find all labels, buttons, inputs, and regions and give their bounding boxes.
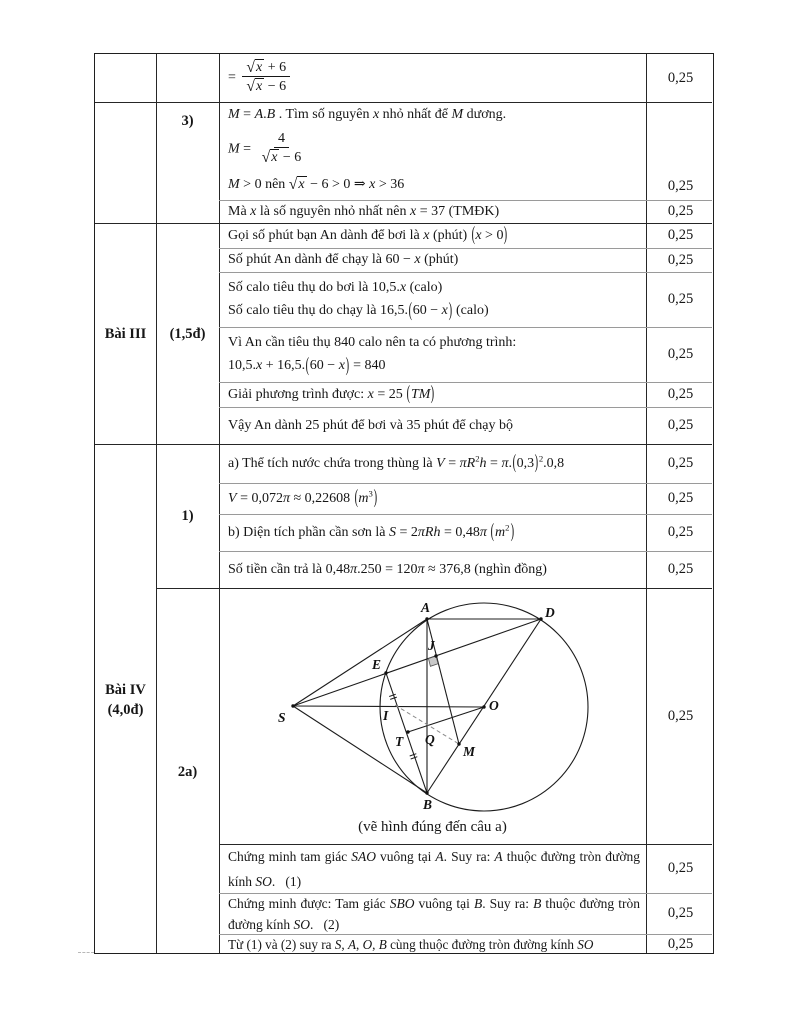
point-S xyxy=(291,704,294,707)
text-run: Chứng minh được: Tam giác xyxy=(228,895,390,911)
point-label-I: I xyxy=(383,708,389,723)
answer-cell xyxy=(219,934,646,955)
paren-group xyxy=(406,384,435,406)
text-run: Từ (1) và (2) suy ra xyxy=(228,936,335,952)
left-paren: ( xyxy=(408,300,413,322)
score-cell: 0,25 xyxy=(667,561,694,577)
score-cell: 0,25 xyxy=(667,251,694,268)
text-run: (phút) xyxy=(420,252,459,267)
text-run: 10,5. xyxy=(228,358,256,373)
answer-line xyxy=(228,452,640,475)
score-cell: 0,25 xyxy=(667,203,694,219)
answer-cell xyxy=(219,200,646,223)
paren-group xyxy=(512,453,539,475)
text-run: thuộc đường tròn đường kính xyxy=(228,895,640,932)
answer-line xyxy=(228,844,640,893)
score-cell: 0,25 xyxy=(667,69,694,86)
part-label-1 xyxy=(156,444,219,588)
answer-line xyxy=(228,418,640,434)
left-paren: ( xyxy=(354,488,358,510)
math-var: SAO xyxy=(351,848,376,864)
answer-line xyxy=(228,937,640,953)
math-var: S xyxy=(388,524,396,540)
segment-SA xyxy=(293,619,427,706)
answer-cell xyxy=(219,272,646,327)
math-var: SO xyxy=(577,936,594,952)
text-run: Giải phương trình được: xyxy=(228,386,368,402)
math-var: x xyxy=(423,227,430,243)
answer-line xyxy=(228,176,640,193)
paren-group xyxy=(354,487,378,510)
answer-cell xyxy=(219,223,646,248)
point-J xyxy=(434,654,437,657)
math-var: π xyxy=(479,524,487,540)
math-var: x xyxy=(250,203,257,219)
row-divider xyxy=(219,893,712,894)
radicand xyxy=(297,176,306,193)
score-cell: 0,25 xyxy=(667,178,694,194)
text-run: nhỏ nhất để xyxy=(379,107,452,122)
row-divider xyxy=(219,551,712,552)
score-cell: 0,25 xyxy=(667,386,694,402)
point-A xyxy=(425,617,428,620)
text-run: Số tiền cần trả là 0,48 xyxy=(228,561,351,577)
figure-caption: (vẽ hình đúng đến câu a) xyxy=(358,819,507,835)
points-label-text: (1,5đ) xyxy=(169,325,206,342)
numerator xyxy=(242,59,290,77)
left-paren: ( xyxy=(471,225,475,247)
text-run: = xyxy=(486,455,502,471)
left-paren: ( xyxy=(490,522,495,544)
row-divider xyxy=(219,514,712,515)
point-label-D: D xyxy=(545,605,555,620)
text-run: . xyxy=(263,107,267,122)
text-run: 0,3 xyxy=(516,455,535,471)
row-divider xyxy=(219,483,712,484)
math-var: O xyxy=(362,936,373,952)
paren-group xyxy=(490,521,514,544)
text-run: .250 = 120 xyxy=(357,561,418,577)
sqrt-expression xyxy=(262,149,280,166)
radical-sign: √ xyxy=(246,59,256,76)
row-divider xyxy=(219,200,712,201)
answer-line xyxy=(228,225,640,247)
score-cell: 0,25 xyxy=(667,490,694,506)
math-var: π xyxy=(282,490,290,506)
tick-mark-TB xyxy=(411,757,418,759)
geometry-figure-svg xyxy=(219,588,646,844)
text-run: b) Diện tích phần cần sơn là xyxy=(228,524,389,540)
text-run: , xyxy=(341,936,348,952)
right-paren: ) xyxy=(534,453,539,475)
math-var: B xyxy=(473,895,483,911)
math-var: x xyxy=(441,303,448,318)
math-var: M xyxy=(228,141,240,157)
text-run: + 16,5. xyxy=(262,358,306,373)
row-divider xyxy=(95,102,712,103)
answer-line xyxy=(228,355,640,377)
score-cell: 0,25 xyxy=(667,860,694,876)
math-var: x xyxy=(256,60,263,75)
text-run: . (2) xyxy=(309,916,340,932)
right-paren: ) xyxy=(430,384,435,406)
answer-cell xyxy=(219,483,646,514)
point-label-B: B xyxy=(423,797,433,812)
point-B xyxy=(425,791,428,794)
text-run: , xyxy=(356,936,363,952)
row-divider xyxy=(219,327,712,328)
text-run: = xyxy=(444,455,460,471)
secant-SED xyxy=(293,619,541,706)
point-M xyxy=(457,742,460,745)
math-var: x xyxy=(298,177,305,192)
denominator xyxy=(242,77,290,95)
math-var: πR xyxy=(459,455,476,471)
radical-sign: √ xyxy=(288,176,298,193)
row-divider xyxy=(95,223,712,224)
math-var: SO xyxy=(255,873,272,889)
chord-EB xyxy=(386,673,427,793)
problem-label-text: Bài III xyxy=(104,325,147,342)
math-var: V xyxy=(436,455,445,471)
answer-line xyxy=(228,300,640,322)
problem-label-text: Bài IV xyxy=(105,681,146,698)
math-var: B xyxy=(378,936,387,952)
text-run: (calo) xyxy=(452,303,489,318)
math-var: x xyxy=(256,79,263,94)
paren-group xyxy=(305,355,350,377)
answer-table xyxy=(94,53,714,954)
text-run: Gọi số phút bạn An dành để bơi là xyxy=(228,227,424,243)
segment-SB xyxy=(293,706,427,793)
radical-sign: √ xyxy=(261,149,271,166)
math-var: π xyxy=(501,455,509,471)
right-paren: ) xyxy=(373,488,377,510)
answer-line xyxy=(228,107,640,123)
point-T xyxy=(406,730,409,733)
answer-line xyxy=(228,132,640,167)
math-var: B xyxy=(266,107,276,122)
text-run: = xyxy=(228,70,240,86)
text-run: vuông tại xyxy=(414,895,474,911)
fraction xyxy=(242,59,290,95)
math-var: x xyxy=(256,358,263,373)
superscript: 2 xyxy=(538,452,544,463)
point-label-M: M xyxy=(463,744,476,759)
point-D xyxy=(539,617,542,620)
radicand xyxy=(255,78,264,95)
math-var: A xyxy=(347,936,356,952)
point-label-S: S xyxy=(278,710,286,725)
math-var: x xyxy=(367,386,374,402)
text-run: . Suy ra: xyxy=(443,848,495,864)
text-run: Chứng minh tam giác xyxy=(228,848,352,864)
score-cell: 0,25 xyxy=(667,524,694,540)
part-label-3 xyxy=(156,102,219,223)
score-cell: 0,25 xyxy=(667,707,694,724)
text-run: > 36 xyxy=(375,177,405,192)
row-divider xyxy=(95,444,712,445)
paren-group xyxy=(471,225,508,247)
math-var: x xyxy=(409,203,417,219)
right-paren: ) xyxy=(510,522,514,544)
math-var: SBO xyxy=(389,895,415,911)
answer-line xyxy=(228,252,640,268)
text-run: ≈ 0,22608 xyxy=(289,490,354,506)
text-run: thuộc đường tròn đường kính xyxy=(228,848,640,889)
answer-cell xyxy=(219,514,646,551)
paren-content xyxy=(310,358,345,373)
math-var: S xyxy=(334,936,342,952)
answer-line xyxy=(228,893,640,934)
text-run: = 840 xyxy=(349,358,386,373)
paren-group xyxy=(408,300,452,322)
answer-cell xyxy=(219,382,646,407)
text-run: .0,8 xyxy=(543,455,565,471)
paren-content xyxy=(413,303,448,318)
superscript: 2 xyxy=(475,452,480,463)
text-run: = 0,072 xyxy=(236,490,283,506)
text-run: = 37 (TMĐK) xyxy=(416,203,500,219)
score-cell: 0,25 xyxy=(667,455,694,471)
text-run: − 6 xyxy=(279,150,302,165)
answer-cell xyxy=(219,407,646,444)
radical-sign: √ xyxy=(246,78,256,95)
point-O xyxy=(482,705,485,708)
part-label-text: 1) xyxy=(181,508,194,524)
text-run: . Tìm số nguyên xyxy=(275,107,373,122)
right-paren: ) xyxy=(345,355,350,377)
math-var: h xyxy=(479,455,487,471)
text-run: 60 − xyxy=(412,303,442,318)
sqrt-expression xyxy=(289,176,307,193)
numerator xyxy=(274,131,289,148)
paren-content xyxy=(411,387,430,402)
superscript: 2 xyxy=(505,521,510,532)
answer-cell xyxy=(219,248,646,272)
text-run: > 0 nên xyxy=(239,177,289,192)
denominator xyxy=(258,148,306,166)
paren-content xyxy=(495,521,510,540)
part-label-text: 2a) xyxy=(177,763,198,780)
text-run: ≈ 376,8 (nghìn đồng) xyxy=(424,561,547,577)
text-run: − 6 xyxy=(264,79,287,94)
tick-mark-TB xyxy=(410,754,417,756)
math-var: M xyxy=(228,107,240,122)
answer-line xyxy=(228,335,640,351)
answer-cell xyxy=(219,54,646,102)
score-cell: 0,25 xyxy=(667,936,694,952)
text-run: vuông tại xyxy=(376,848,436,864)
point-label-O: O xyxy=(489,698,499,713)
math-var: x xyxy=(369,177,376,192)
text-run: = 2 xyxy=(395,524,418,540)
answer-line xyxy=(228,487,640,510)
radicand xyxy=(270,149,279,166)
row-divider xyxy=(219,934,712,935)
score-cell: 0,25 xyxy=(667,227,694,243)
segment-SO xyxy=(293,706,484,707)
paren-content xyxy=(475,228,503,243)
radicand xyxy=(255,59,264,76)
point-label-A: A xyxy=(421,600,431,615)
row-divider xyxy=(219,272,712,273)
right-paren: ) xyxy=(504,225,508,247)
answer-line xyxy=(228,204,640,220)
row-divider xyxy=(219,407,712,408)
text-run: + 6 xyxy=(264,60,287,75)
geometry-figure xyxy=(219,588,646,844)
score-cell: 0,25 xyxy=(667,905,694,921)
math-var: x xyxy=(399,280,407,295)
problem-label-bai4 xyxy=(95,444,156,955)
math-var: m xyxy=(358,490,369,506)
left-paren: ( xyxy=(512,453,517,475)
answer-cell xyxy=(219,893,646,934)
math-var: B xyxy=(533,895,542,911)
sqrt-expression xyxy=(246,78,264,95)
text-run: . Suy ra: xyxy=(482,895,534,911)
answer-line xyxy=(228,60,640,96)
text-run: (phút) xyxy=(429,227,471,243)
text-run: cùng thuộc đường tròn đường kính xyxy=(386,936,578,952)
score-cell: 0,25 xyxy=(667,291,694,307)
part-label-2a xyxy=(156,588,219,955)
answer-cell xyxy=(219,444,646,483)
page-edge-artifact xyxy=(78,952,94,953)
point-label-J: J xyxy=(428,638,435,653)
text-run: = 25 xyxy=(373,386,407,402)
text-run: − 6 > 0 ⇒ xyxy=(306,177,370,192)
text-run: Vậy An dành 25 phút để bơi và 35 phút để chạy bộ xyxy=(228,417,514,433)
math-var: A xyxy=(494,848,503,864)
answer-line xyxy=(228,521,640,544)
text-run: Mà xyxy=(228,203,251,219)
text-run: = 0,48 xyxy=(440,524,480,540)
math-var: SO xyxy=(293,916,310,932)
math-var: M xyxy=(451,107,464,122)
left-paren: ( xyxy=(406,384,411,406)
text-run: Số calo tiêu thụ do chạy là 16,5. xyxy=(228,303,409,318)
text-run: . (1) xyxy=(271,873,302,889)
text-run: > 0 xyxy=(481,227,504,243)
math-var: A xyxy=(435,848,444,864)
math-var: π xyxy=(350,561,358,577)
points-label-bai3 xyxy=(156,223,219,444)
answer-cell xyxy=(219,551,646,588)
point-label-Q: Q xyxy=(425,732,435,747)
fraction xyxy=(258,131,306,166)
point-E xyxy=(384,671,387,674)
text-run: Vì An cần tiêu thụ 840 calo nên ta có phương trình: xyxy=(228,335,517,350)
math-var: M xyxy=(228,177,240,192)
math-var: x xyxy=(338,358,345,373)
text-run: Số calo tiêu thụ do bơi là 10,5. xyxy=(228,280,400,295)
math-var: TM xyxy=(410,386,431,402)
text-run: Số phút An dành để chạy là 60 − xyxy=(228,252,415,267)
text-run: 60 − xyxy=(309,358,339,373)
math-var: V xyxy=(228,490,237,506)
point-label-T: T xyxy=(395,734,404,749)
superscript: 3 xyxy=(368,487,373,498)
point-label-E: E xyxy=(372,657,382,672)
right-paren: ) xyxy=(448,300,452,322)
math-var: π xyxy=(417,561,425,577)
answer-line xyxy=(228,562,640,578)
row-divider xyxy=(219,382,712,383)
math-var: x xyxy=(414,252,421,267)
text-run: dương. xyxy=(463,107,507,122)
text-run: là số nguyên nhỏ nhất nên xyxy=(256,203,410,219)
answer-cell xyxy=(219,844,646,893)
row-divider xyxy=(219,844,712,845)
paren-content xyxy=(517,456,535,471)
score-cell: 0,25 xyxy=(667,346,694,362)
part-label-text: 3) xyxy=(181,113,194,129)
answer-cell xyxy=(219,102,646,200)
text-run: . xyxy=(508,455,512,471)
math-var: m xyxy=(495,524,506,540)
text-run: 4 xyxy=(277,131,285,146)
row-divider xyxy=(219,248,712,249)
left-paren: ( xyxy=(305,355,310,377)
tick-mark-ET xyxy=(389,694,396,696)
answer-cell xyxy=(219,327,646,382)
text-run: (calo) xyxy=(406,280,443,295)
text-run: , xyxy=(372,936,379,952)
text-run: = xyxy=(239,107,255,122)
math-var: x xyxy=(475,227,482,243)
text-run: = xyxy=(239,141,255,157)
math-var: x xyxy=(271,150,278,165)
score-cell: 0,25 xyxy=(667,417,694,433)
text-run: a) Thể tích nước chứa trong thùng là xyxy=(228,455,437,471)
math-var: x xyxy=(372,107,380,122)
math-var: πRh xyxy=(417,524,441,540)
math-var: A xyxy=(254,107,264,122)
tick-mark-ET xyxy=(390,697,397,699)
problem-label-bai3 xyxy=(95,223,156,444)
answer-line xyxy=(228,280,640,296)
answer-line xyxy=(228,384,640,406)
points-label-text: (4,0đ) xyxy=(107,701,144,718)
paren-content xyxy=(358,487,373,506)
sqrt-expression xyxy=(246,59,264,76)
